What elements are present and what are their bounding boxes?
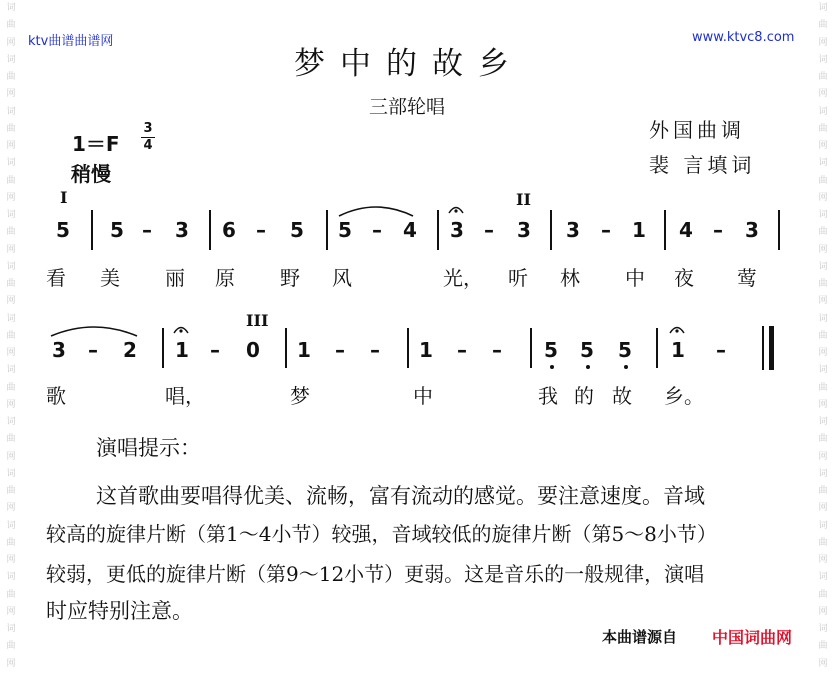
final-bar-thin bbox=[762, 326, 764, 370]
watermark-char: 网 bbox=[818, 658, 828, 669]
watermark-char: 词 bbox=[6, 624, 16, 635]
dash: – bbox=[601, 218, 611, 242]
dash: – bbox=[372, 218, 382, 242]
lyric: 林 bbox=[560, 266, 580, 290]
slur-line1 bbox=[336, 200, 416, 218]
watermark-char: 曲 bbox=[6, 175, 16, 186]
lyric: 歌 bbox=[46, 384, 66, 408]
dash: – bbox=[210, 338, 220, 362]
watermark-char: 词 bbox=[6, 158, 16, 169]
watermark-char: 网 bbox=[818, 399, 828, 410]
note: 2 bbox=[123, 338, 137, 362]
note: 3 bbox=[450, 218, 464, 242]
lyric: 中 bbox=[413, 384, 433, 408]
note: 3 bbox=[175, 218, 189, 242]
watermark-char: 网 bbox=[6, 37, 16, 48]
part-mark-1: I bbox=[60, 188, 68, 207]
site-url-right: www.ktvc8.com bbox=[692, 30, 795, 45]
bar-line bbox=[437, 210, 439, 250]
dash: – bbox=[457, 338, 467, 362]
watermark-char: 曲 bbox=[6, 486, 16, 497]
watermark-char: 词 bbox=[6, 106, 16, 117]
watermark-char: 网 bbox=[818, 451, 828, 462]
note: 5 bbox=[56, 218, 70, 242]
note: 5 bbox=[290, 218, 304, 242]
watermark-char: 网 bbox=[6, 606, 16, 617]
lyric: 美 bbox=[100, 266, 120, 290]
watermark-char: 曲 bbox=[818, 641, 828, 652]
bar-line bbox=[656, 328, 658, 368]
note: 3 bbox=[517, 218, 531, 242]
lyric: 野 bbox=[280, 266, 300, 290]
note: 3 bbox=[566, 218, 580, 242]
watermark-char: 曲 bbox=[6, 20, 16, 31]
watermark-char: 网 bbox=[818, 244, 828, 255]
watermark-char: 曲 bbox=[818, 279, 828, 290]
low-octave-dot bbox=[624, 365, 628, 369]
watermark-char: 词 bbox=[6, 261, 16, 272]
note: 5 bbox=[544, 338, 558, 362]
dash: – bbox=[335, 338, 345, 362]
note: 3 bbox=[52, 338, 66, 362]
dash: – bbox=[370, 338, 380, 362]
dash: – bbox=[713, 218, 723, 242]
site-watermark-left: ktv曲谱曲谱网 bbox=[28, 34, 114, 49]
bar-line bbox=[664, 210, 666, 250]
watermark-char: 词 bbox=[818, 313, 828, 324]
source-label: 本曲谱源自 bbox=[602, 628, 678, 646]
song-title: 梦中的故乡 bbox=[294, 46, 524, 82]
lyric: 唱， bbox=[165, 384, 205, 408]
lyric: 梦 bbox=[290, 384, 310, 408]
watermark-char: 词 bbox=[6, 572, 16, 583]
watermark-left-column bbox=[4, 0, 18, 673]
watermark-char: 网 bbox=[818, 192, 828, 203]
note: 6 bbox=[222, 218, 236, 242]
watermark-char: 网 bbox=[6, 399, 16, 410]
watermark-char: 网 bbox=[818, 503, 828, 514]
watermark-char: 词 bbox=[6, 468, 16, 479]
watermark-char: 网 bbox=[818, 296, 828, 307]
lyric: 莺 bbox=[737, 266, 757, 290]
tempo-marking: 稍慢 bbox=[71, 162, 111, 186]
fermata-icon bbox=[447, 202, 465, 214]
watermark-char: 曲 bbox=[818, 537, 828, 548]
note: 1 bbox=[419, 338, 433, 362]
watermark-char: 词 bbox=[6, 520, 16, 531]
watermark-char: 曲 bbox=[6, 330, 16, 341]
part-mark-3: III bbox=[246, 311, 269, 330]
watermark-char: 词 bbox=[818, 261, 828, 272]
source-site-link[interactable]: 中国词曲网 bbox=[712, 628, 793, 647]
watermark-char: 曲 bbox=[818, 72, 828, 83]
lyric: 的 bbox=[574, 384, 594, 408]
watermark-char: 词 bbox=[818, 417, 828, 428]
watermark-char: 词 bbox=[6, 365, 16, 376]
watermark-char: 网 bbox=[818, 37, 828, 48]
bar-line bbox=[162, 328, 164, 368]
watermark-char: 曲 bbox=[6, 227, 16, 238]
watermark-char: 曲 bbox=[6, 641, 16, 652]
note: 5 bbox=[338, 218, 352, 242]
fermata-icon bbox=[668, 322, 686, 334]
note: 5 bbox=[618, 338, 632, 362]
watermark-char: 曲 bbox=[6, 537, 16, 548]
lyric: 丽 bbox=[165, 266, 185, 290]
time-signature-top: 3 bbox=[143, 121, 153, 136]
final-bar-thick bbox=[769, 326, 774, 370]
watermark-char: 网 bbox=[6, 451, 16, 462]
lyric: 听 bbox=[508, 266, 528, 290]
watermark-char: 网 bbox=[6, 555, 16, 566]
watermark-char: 词 bbox=[818, 520, 828, 531]
bar-line bbox=[285, 328, 287, 368]
watermark-char: 词 bbox=[818, 54, 828, 65]
time-signature-bottom: 4 bbox=[143, 138, 153, 153]
dash: – bbox=[484, 218, 494, 242]
watermark-char: 网 bbox=[6, 503, 16, 514]
watermark-char: 网 bbox=[818, 348, 828, 359]
watermark-char: 曲 bbox=[818, 330, 828, 341]
part-mark-2: II bbox=[516, 190, 531, 209]
lyric: 中 bbox=[625, 266, 645, 290]
watermark-char: 曲 bbox=[818, 20, 828, 31]
bar-line bbox=[778, 210, 780, 250]
watermark-char: 词 bbox=[818, 624, 828, 635]
watermark-char: 网 bbox=[6, 89, 16, 100]
watermark-char: 词 bbox=[818, 210, 828, 221]
lyric: 夜 bbox=[674, 266, 694, 290]
watermark-char: 词 bbox=[6, 3, 16, 14]
bar-line bbox=[550, 210, 552, 250]
watermark-char: 词 bbox=[6, 417, 16, 428]
dash: – bbox=[716, 338, 726, 362]
watermark-char: 曲 bbox=[818, 227, 828, 238]
watermark-char: 词 bbox=[818, 572, 828, 583]
bar-line bbox=[209, 210, 211, 250]
dash: – bbox=[492, 338, 502, 362]
watermark-char: 网 bbox=[6, 348, 16, 359]
watermark-char: 网 bbox=[818, 141, 828, 152]
key-signature: 1＝F bbox=[72, 132, 120, 156]
dash: – bbox=[256, 218, 266, 242]
watermark-char: 词 bbox=[6, 313, 16, 324]
slur-line2 bbox=[48, 320, 140, 338]
watermark-char: 曲 bbox=[818, 382, 828, 393]
dash: – bbox=[88, 338, 98, 362]
watermark-char: 曲 bbox=[818, 175, 828, 186]
watermark-char: 网 bbox=[6, 141, 16, 152]
dash: – bbox=[142, 218, 152, 242]
watermark-char: 网 bbox=[6, 192, 16, 203]
fermata-icon bbox=[172, 322, 190, 334]
performance-notes-line: 较弱，更低的旋律片断（第9～12小节）更弱。这是音乐的一般规律，演唱 bbox=[46, 562, 705, 586]
lyric: 光， bbox=[443, 266, 483, 290]
watermark-char: 曲 bbox=[6, 589, 16, 600]
note: 5 bbox=[580, 338, 594, 362]
note: 4 bbox=[403, 218, 417, 242]
low-octave-dot bbox=[550, 365, 554, 369]
watermark-char: 词 bbox=[818, 3, 828, 14]
watermark-char: 网 bbox=[6, 658, 16, 669]
note: 5 bbox=[110, 218, 124, 242]
note: 3 bbox=[745, 218, 759, 242]
watermark-char: 曲 bbox=[6, 72, 16, 83]
watermark-char: 曲 bbox=[818, 434, 828, 445]
performance-notes-line: 这首歌曲要唱得优美、流畅，富有流动的感觉。要注意速度。音域 bbox=[96, 484, 705, 508]
watermark-right-column bbox=[816, 0, 830, 673]
watermark-char: 词 bbox=[818, 106, 828, 117]
watermark-char: 词 bbox=[6, 54, 16, 65]
watermark-char: 网 bbox=[6, 296, 16, 307]
time-signature bbox=[141, 122, 155, 153]
bar-line bbox=[91, 210, 93, 250]
note: 4 bbox=[679, 218, 693, 242]
note: 1 bbox=[297, 338, 311, 362]
bar-line bbox=[530, 328, 532, 368]
watermark-char: 网 bbox=[818, 555, 828, 566]
watermark-char: 词 bbox=[818, 158, 828, 169]
watermark-char: 曲 bbox=[818, 589, 828, 600]
watermark-char: 曲 bbox=[6, 123, 16, 134]
watermark-char: 曲 bbox=[818, 486, 828, 497]
watermark-char: 词 bbox=[818, 468, 828, 479]
watermark-char: 网 bbox=[818, 606, 828, 617]
watermark-char: 网 bbox=[818, 89, 828, 100]
watermark-char: 词 bbox=[6, 210, 16, 221]
note: 1 bbox=[632, 218, 646, 242]
watermark-char: 曲 bbox=[6, 279, 16, 290]
lyric: 原 bbox=[215, 266, 235, 290]
lyric: 乡。 bbox=[664, 384, 704, 408]
credit-lyrics: 裴 言填词 bbox=[649, 153, 756, 177]
lyric: 看 bbox=[46, 266, 66, 290]
bar-line bbox=[326, 210, 328, 250]
note: 1 bbox=[175, 338, 189, 362]
watermark-char: 网 bbox=[6, 244, 16, 255]
note: 0 bbox=[246, 338, 260, 362]
watermark-char: 曲 bbox=[6, 434, 16, 445]
lyric: 风 bbox=[332, 266, 352, 290]
watermark-char: 词 bbox=[818, 365, 828, 376]
performance-notes-heading: 演唱提示： bbox=[96, 436, 201, 460]
watermark-char: 曲 bbox=[6, 382, 16, 393]
watermark-char: 曲 bbox=[818, 123, 828, 134]
credit-music: 外国曲调 bbox=[649, 118, 745, 142]
performance-notes-line: 较高的旋律片断（第1～4小节）较强，音域较低的旋律片断（第5～8小节） bbox=[46, 522, 717, 546]
note: 1 bbox=[671, 338, 685, 362]
song-subtitle: 三部轮唱 bbox=[369, 96, 446, 118]
bar-line bbox=[407, 328, 409, 368]
low-octave-dot bbox=[586, 365, 590, 369]
lyric: 我 bbox=[538, 384, 558, 408]
performance-notes-line: 时应特别注意。 bbox=[46, 599, 193, 623]
lyric: 故 bbox=[612, 384, 632, 408]
